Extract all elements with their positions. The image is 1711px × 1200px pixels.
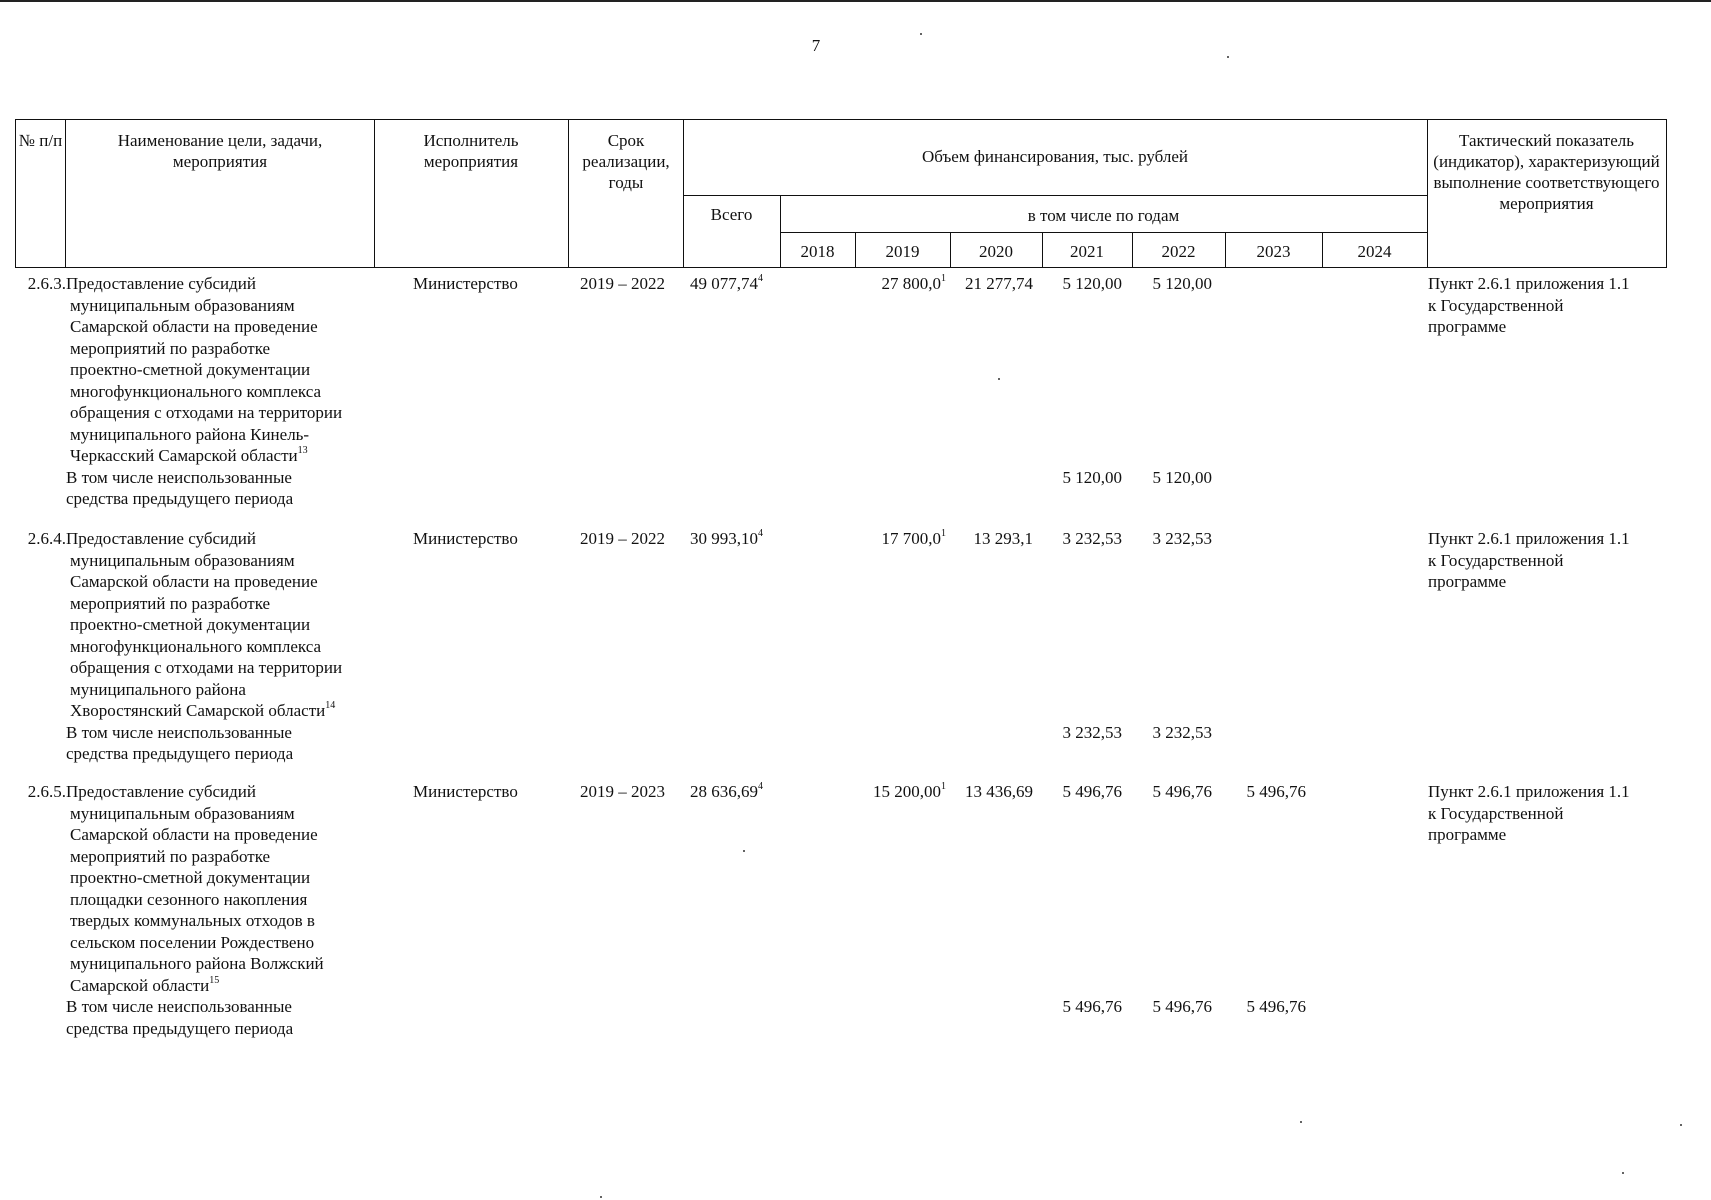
row-name-line-footnote: 15 (209, 974, 220, 986)
row-2019-footnote: 1 (941, 781, 946, 793)
row-period: 2019 – 2023 (580, 782, 665, 801)
row-sub-2022: 5 496,76 (1152, 997, 1212, 1016)
row-name-line: проектно-сметной документации (70, 615, 311, 634)
row-name-line (70, 445, 308, 467)
row-executor: Министерство (413, 782, 518, 801)
row-total-footnote: 4 (758, 781, 763, 793)
row-name-line: Самарской области на проведение (70, 572, 318, 591)
col-header-year: 2024 (1357, 242, 1392, 261)
row-name-line: Предоставление субсидий (66, 529, 256, 548)
scan-speck (1227, 56, 1229, 58)
row-name-line-footnote: 13 (297, 445, 308, 457)
row-2020: 13 293,1 (973, 529, 1033, 548)
col-header-period: Срок реализации, годы (582, 131, 670, 192)
row-indicator-line: программе (1428, 572, 1507, 591)
col-header-year: 2019 (885, 242, 920, 261)
scan-speck (920, 33, 922, 35)
row-name-line: муниципального района (70, 679, 246, 699)
col-header-year: 2020 (979, 242, 1013, 261)
col-header-indicator: Тактический показатель (индикатор), характеризующий выполнение соответствующего мероприятия (1433, 131, 1660, 213)
row-indicator-line: к Государственной (1428, 295, 1564, 315)
row-indicator-line: к Государственной (1428, 803, 1564, 823)
row-name-line: обращения с отходами на территории (70, 403, 343, 422)
table-header (15, 119, 1667, 268)
row-name-line: мероприятий по разработке (70, 338, 271, 358)
row-2019 (840, 781, 946, 803)
row-2019 (840, 273, 946, 295)
row-2019-footnote: 1 (941, 528, 946, 540)
row-2019 (840, 528, 946, 550)
row-name-line: обращения с отходами на территории (70, 658, 343, 677)
row-total (690, 528, 763, 550)
row-2020: 13 436,69 (965, 782, 1033, 801)
row-number: 2.6.5. (27, 782, 66, 801)
scan-speck (1622, 1172, 1624, 1174)
row-total-value: 28 636,69 (690, 782, 758, 801)
row-2020: 21 277,74 (965, 274, 1033, 293)
scan-speck (743, 850, 745, 852)
row-name-line: Предоставление субсидий (66, 782, 256, 801)
row-name-line: многофункционального комплекса (70, 381, 322, 401)
row-2019-value: 15 200,00 (873, 782, 941, 801)
row-sub-2021: 3 232,53 (1062, 722, 1122, 742)
col-header-executor: Исполнитель мероприятия (423, 131, 519, 171)
row-2021: 5 496,76 (1062, 782, 1122, 801)
row-2019-value: 17 700,0 (881, 529, 941, 548)
row-indicator-line: к Государственной (1428, 550, 1564, 570)
col-header-by-years: в том числе по годам (1027, 206, 1180, 225)
row-name-line: Самарской области на проведение (70, 317, 318, 336)
row-sub-label-line: В том числе неиспользованные (66, 467, 292, 487)
row-executor: Министерство (413, 529, 518, 548)
row-2019-footnote: 1 (941, 273, 946, 285)
row-2021: 3 232,53 (1062, 529, 1122, 548)
row-period: 2019 – 2022 (580, 529, 665, 548)
row-indicator-line: Пункт 2.6.1 приложения 1.1 (1428, 529, 1630, 548)
row-name-line: площадки сезонного накопления (70, 889, 308, 909)
row-sub-2021: 5 496,76 (1062, 997, 1122, 1016)
row-executor: Министерство (413, 274, 518, 293)
scan-speck (600, 1196, 602, 1198)
page-top-edge (0, 0, 1711, 2)
row-2023: 5 496,76 (1246, 782, 1306, 801)
col-header-year: 2023 (1256, 242, 1291, 261)
row-name-line: проектно-сметной документации (70, 360, 311, 379)
row-name-line: муниципальным образованиям (70, 295, 295, 315)
col-header-funding: Объем финансирования, тыс. рублей (921, 147, 1188, 166)
page-number: 7 (811, 36, 821, 55)
row-indicator-line: Пункт 2.6.1 приложения 1.1 (1428, 782, 1630, 801)
row-sub-2022: 3 232,53 (1152, 722, 1212, 742)
row-sub-2021: 5 120,00 (1062, 467, 1122, 487)
row-name-line: Предоставление субсидий (66, 274, 256, 293)
row-sub-label-line: В том числе неиспользованные (66, 722, 292, 742)
row-2021: 5 120,00 (1062, 274, 1122, 293)
row-name-line: мероприятий по разработке (70, 593, 271, 613)
row-sub-label-line: средства предыдущего периода (66, 1018, 294, 1038)
row-2019-value: 27 800,0 (881, 274, 941, 293)
row-name-line: муниципальным образованиям (70, 803, 295, 823)
row-total-footnote: 4 (758, 528, 763, 540)
row-name-line-footnote: 14 (325, 700, 336, 712)
row-total-value: 30 993,10 (690, 529, 758, 548)
row-total-value: 49 077,74 (690, 274, 758, 293)
scan-speck (998, 378, 1000, 380)
row-sub-label-line: В том числе неиспользованные (66, 997, 292, 1016)
row-sub-2023: 5 496,76 (1246, 997, 1306, 1016)
row-sub-label-line: средства предыдущего периода (66, 489, 294, 508)
row-name-line: Самарской области на проведение (70, 825, 318, 844)
row-name-line: сельском поселении Рождествено (70, 932, 315, 952)
row-sub-label-line: средства предыдущего периода (66, 744, 294, 763)
row-number: 2.6.3. (27, 274, 66, 293)
row-name-line (70, 975, 219, 997)
row-indicator-line: программе (1428, 317, 1507, 336)
row-name-line: многофункционального комплекса (70, 636, 322, 656)
row-name-line (70, 700, 335, 722)
row-number: 2.6.4. (27, 529, 66, 548)
row-period: 2019 – 2022 (580, 274, 665, 293)
row-2022: 3 232,53 (1152, 529, 1212, 548)
row-name-line: твердых коммунальных отходов в (70, 911, 315, 930)
row-total (690, 781, 763, 803)
col-header-name: Наименование цели, задачи, мероприятия (117, 131, 323, 171)
col-header-year: 2018 (800, 242, 835, 261)
row-2022: 5 496,76 (1152, 782, 1212, 801)
row-name-line-value: Самарской области (70, 975, 210, 995)
scan-speck (1300, 1121, 1302, 1123)
scan-speck (1680, 1124, 1682, 1126)
col-header-year: 2022 (1161, 242, 1196, 261)
col-header-total: Всего (710, 205, 753, 224)
row-2022: 5 120,00 (1152, 274, 1212, 293)
col-header-year: 2021 (1070, 242, 1104, 261)
row-name-line: муниципального района Кинель- (70, 424, 310, 444)
row-name-line: проектно-сметной документации (70, 868, 311, 887)
row-total-footnote: 4 (758, 273, 763, 285)
row-total (690, 273, 763, 295)
row-name-line: муниципального района Волжский (70, 954, 324, 973)
row-name-line-value: Черкасский Самарской области (70, 446, 298, 465)
row-indicator-line: Пункт 2.6.1 приложения 1.1 (1428, 274, 1630, 293)
col-header-num: № п/п (18, 131, 63, 150)
row-name-line: мероприятий по разработке (70, 846, 271, 866)
row-sub-2022: 5 120,00 (1152, 467, 1212, 487)
row-name-line: муниципальным образованиям (70, 550, 295, 570)
row-name-line-value: Хворостянский Самарской области (70, 701, 326, 720)
row-indicator-line: программе (1428, 825, 1507, 844)
